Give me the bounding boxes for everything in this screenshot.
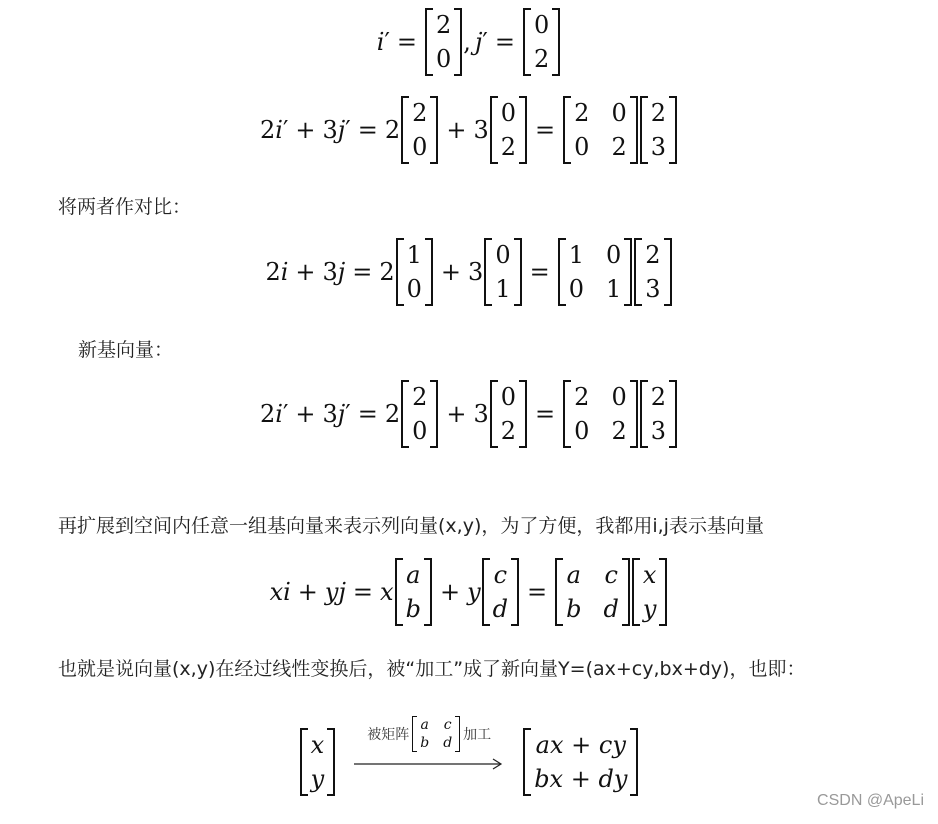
matrix-entry: 3 — [650, 133, 666, 161]
matrix-entry: 2 — [500, 133, 517, 161]
vector — [632, 558, 668, 626]
coefficient: 2 — [259, 116, 276, 144]
vector — [484, 238, 521, 306]
matrix-entry: 0 — [495, 241, 511, 269]
paragraph-transformation: 也就是说向量(x,y)在经过线性变换后，被“加工”成了新向量Y=(ax+cy,bx+dy)，也即： — [58, 658, 806, 680]
matrix-entry: 2 — [650, 383, 666, 411]
symbol-i: i — [283, 578, 291, 606]
vector — [401, 96, 438, 164]
matrix-entry: 1 — [406, 241, 422, 269]
transform-matrix — [563, 96, 638, 164]
paragraph-compare: 将两者作对比： — [58, 196, 192, 218]
vector — [640, 380, 677, 448]
matrix-entry: 0 — [533, 11, 550, 39]
symbol-i: i — [376, 28, 385, 56]
prime: ′ — [345, 116, 351, 144]
equals-sign: = — [352, 258, 373, 286]
transform-matrix — [563, 380, 638, 448]
coefficient: 2 — [384, 400, 401, 428]
symbol-x: x — [269, 578, 284, 606]
matrix-entry: 0 — [611, 383, 627, 411]
matrix-entry: 0 — [412, 417, 428, 445]
symbol-j: j — [474, 28, 483, 56]
equals-sign: = — [535, 400, 556, 428]
prime: ′ — [282, 116, 289, 144]
matrix-entry: 1 — [568, 241, 584, 269]
matrix-entry: c — [493, 561, 508, 589]
coefficient: 3 — [322, 116, 338, 144]
matrix-entry: d — [603, 595, 619, 623]
paragraph-general-basis: 再扩展到空间内任意一组基向量来表示列向量(x,y)，为了方便，我都用i,j表示基向量 — [58, 515, 764, 537]
coefficient: 2 — [265, 258, 281, 286]
vector — [401, 380, 438, 448]
coefficient: 3 — [322, 400, 338, 428]
matrix-entry: 0 — [611, 99, 627, 127]
symbol-j: j — [338, 578, 346, 606]
plus-sign: + — [295, 116, 316, 144]
matrix-entry: 0 — [436, 45, 452, 73]
matrix-entry: a — [406, 561, 421, 589]
vector — [634, 238, 671, 306]
symbol-j: j — [337, 116, 346, 144]
prime: ′ — [384, 28, 390, 56]
matrix-entry: 0 — [500, 99, 517, 127]
right-arrow-icon — [354, 758, 504, 770]
coefficient: 2 — [384, 116, 401, 144]
equation-general-combination — [0, 558, 938, 626]
matrix-entry: 3 — [645, 275, 661, 303]
matrix-entry: d — [443, 735, 453, 751]
matrix-entry: 0 — [500, 383, 517, 411]
equals-sign: = — [535, 116, 556, 144]
identity-matrix — [558, 238, 633, 306]
matrix-entry: x — [310, 731, 325, 759]
matrix-entry: 3 — [650, 417, 666, 445]
symbol-j: j — [337, 258, 346, 286]
plus-sign: + — [295, 400, 316, 428]
equation-transformation — [0, 700, 938, 800]
matrix-entry: y — [310, 765, 325, 793]
matrix-entry: 1 — [605, 275, 622, 303]
matrix-entry: 0 — [568, 275, 584, 303]
arrow-label — [367, 716, 491, 752]
paragraph-new-basis: 新基向量： — [78, 339, 174, 361]
equals-sign: = — [357, 116, 378, 144]
equation-linear-combination-standard — [0, 238, 938, 306]
transform-matrix — [555, 558, 630, 626]
equals-sign: = — [494, 28, 515, 56]
vector — [490, 380, 527, 448]
equals-sign: = — [396, 28, 418, 56]
matrix-entry: 2 — [500, 417, 517, 445]
matrix-i-prime — [425, 8, 462, 76]
matrix-entry: y — [642, 595, 657, 623]
matrix-entry: a — [420, 717, 429, 733]
symbol-i: i — [275, 400, 283, 428]
matrix-entry: 2 — [574, 99, 590, 127]
symbol-i: i — [275, 116, 283, 144]
vector — [396, 238, 433, 306]
comma: , — [463, 28, 471, 56]
matrix-entry: b — [566, 595, 582, 623]
small-matrix — [412, 716, 460, 752]
transform-arrow-group — [354, 716, 504, 770]
prime: ′ — [482, 28, 488, 56]
equation-linear-combination-new — [0, 96, 938, 164]
coefficient: 2 — [259, 400, 276, 428]
plus-sign: + — [297, 578, 318, 606]
matrix-entry: 0 — [406, 275, 422, 303]
matrix-entry: 1 — [495, 275, 511, 303]
matrix-entry: a — [566, 561, 581, 589]
symbol-x: x — [380, 578, 394, 606]
watermark: CSDN @ApeLi — [817, 792, 924, 809]
plus-sign: + — [446, 400, 467, 428]
equals-sign: = — [357, 400, 378, 428]
matrix-entry: 0 — [574, 133, 590, 161]
result-vector — [523, 728, 638, 796]
prime: ′ — [345, 400, 351, 428]
plus-sign: + — [295, 258, 316, 286]
plus-sign: + — [446, 116, 467, 144]
prime: ′ — [282, 400, 289, 428]
matrix-entry: b — [420, 735, 430, 751]
vector — [395, 558, 432, 626]
equation-basis-new — [0, 8, 938, 76]
vector — [490, 96, 527, 164]
vector — [482, 558, 519, 626]
matrix-entry: 2 — [412, 99, 428, 127]
arrow-label-suffix: 加工 — [463, 727, 492, 743]
plus-sign: + — [440, 258, 462, 286]
vector — [640, 96, 677, 164]
matrix-entry: 0 — [605, 241, 622, 269]
matrix-entry: c — [443, 717, 452, 733]
matrix-entry: 2 — [574, 383, 590, 411]
arrow-label-prefix: 被矩阵 — [367, 727, 410, 743]
matrix-entry: 2 — [611, 417, 627, 445]
matrix-j-prime — [523, 8, 560, 76]
matrix-entry: d — [492, 595, 508, 623]
coefficient: 2 — [379, 258, 395, 286]
matrix-entry: 2 — [650, 99, 666, 127]
matrix-entry: ax + cy — [535, 731, 626, 759]
symbol-y: y — [467, 578, 481, 606]
matrix-entry: x — [642, 561, 657, 589]
matrix-entry: 0 — [412, 133, 428, 161]
coefficient: 3 — [468, 258, 484, 286]
matrix-entry: b — [405, 595, 421, 623]
equals-sign: = — [529, 258, 550, 286]
symbol-y: y — [324, 578, 339, 606]
matrix-entry: c — [604, 561, 618, 589]
matrix-entry: bx + dy — [534, 765, 628, 793]
symbol-j: j — [337, 400, 346, 428]
coefficient: 3 — [473, 116, 489, 144]
matrix-entry: 2 — [436, 11, 452, 39]
matrix-entry: 2 — [645, 241, 661, 269]
coefficient: 3 — [322, 258, 338, 286]
symbol-i: i — [280, 258, 289, 286]
matrix-entry: 2 — [611, 133, 627, 161]
matrix-entry: 0 — [574, 417, 590, 445]
equation-linear-combination-new-repeat — [0, 380, 938, 448]
matrix-entry: 2 — [533, 45, 550, 73]
input-vector — [300, 728, 336, 796]
coefficient: 3 — [473, 400, 489, 428]
matrix-entry: 2 — [412, 383, 428, 411]
equals-sign: = — [352, 578, 374, 606]
plus-sign: + — [439, 578, 461, 606]
equals-sign: = — [527, 578, 548, 606]
